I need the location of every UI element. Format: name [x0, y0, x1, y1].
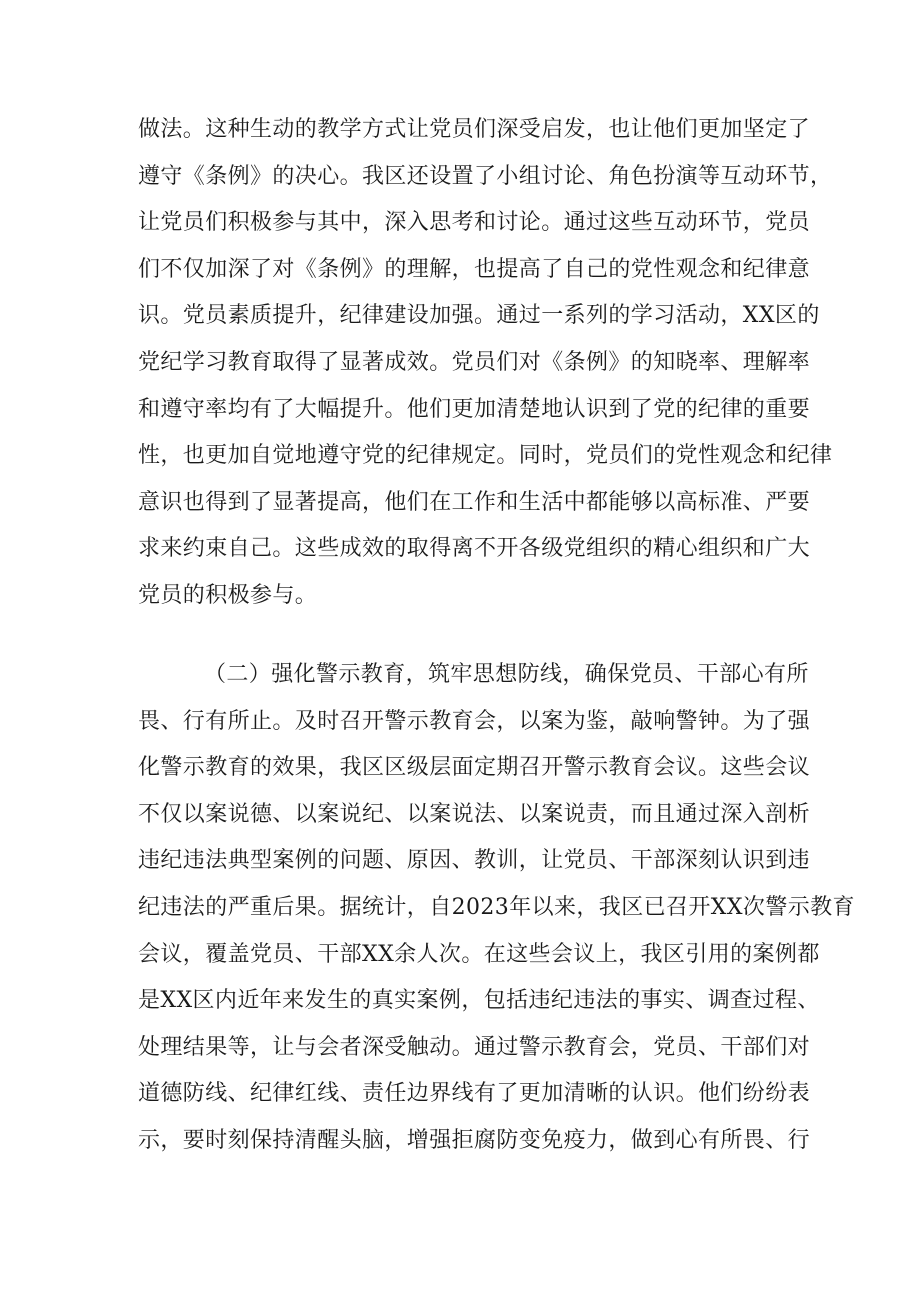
text-line: 求来约束自己。这些成效的取得离不开各级党组织的精心组织和广大	[138, 536, 811, 562]
section-heading-line: （二）强化警示教育，筑牢思想防线，确保党员、干部心有所	[204, 662, 809, 687]
paragraph-1	[138, 107, 833, 620]
text-line: 示，要时刻保持清醒头脑，增强拒腐防变免疫力，做到心有所畏、行	[138, 1127, 811, 1153]
text-line: 党纪学习教育取得了显著成效。党员们对《条例》的知晓率、理解率	[138, 349, 811, 375]
text-line: 们不仅加深了对《条例》的理解，也提高了自己的党性观念和纪律意	[138, 256, 811, 282]
text-line: 违纪违法典型案例的问题、原因、教训，让党员、干部深刻认识到违	[138, 848, 811, 874]
text-line: 意识也得到了显著提高，他们在工作和生活中都能够以高标准、严要	[138, 489, 811, 515]
text-line: 性，也更加自觉地遵守党的纪律规定。同时，党员们的党性观念和纪律	[138, 443, 833, 469]
text-line: 会议，覆盖党员、干部XX余人次。在这些会议上，我区引用的案例都	[138, 941, 820, 967]
text-line: 做法。这种生动的教学方式让党员们深受启发，也让他们更加坚定了	[138, 117, 811, 142]
text-line: 是XX区内近年来发生的真实案例，包括违纪违法的事实、调查过程、	[138, 988, 820, 1014]
text-line: 识。党员素质提升，纪律建设加强。通过一系列的学习活动，XX区的	[138, 303, 820, 329]
text-line: 党员的积极参与。	[138, 582, 318, 608]
text-line: 不仅以案说德、以案说纪、以案说法、以案说责，而且通过深入剖析	[138, 801, 811, 827]
paragraph-2	[138, 652, 855, 1165]
text-line: 遵守《条例》的决心。我区还设置了小组讨论、角色扮演等互动环节，	[138, 163, 833, 189]
text-line: 和遵守率均有了大幅提升。他们更加清楚地认识到了党的纪律的重要	[138, 396, 811, 422]
text-line: 处理结果等，让与会者深受触动。通过警示教育会，党员、干部们对	[138, 1034, 811, 1060]
text-line: 畏、行有所止。及时召开警示教育会，以案为鉴，敲响警钟。为了强	[138, 708, 811, 734]
text-line: 化警示教育的效果，我区区级层面定期召开警示教育会议。这些会议	[138, 755, 811, 781]
text-line: 让党员们积极参与其中，深入思考和讨论。通过这些互动环节，党员	[138, 210, 811, 236]
text-line: 纪违法的严重后果。据统计，自2023年以来，我区已召开XX次警示教育	[138, 894, 855, 920]
text-line: 道德防线、纪律红线、责任边界线有了更加清晰的认识。他们纷纷表	[138, 1081, 811, 1107]
